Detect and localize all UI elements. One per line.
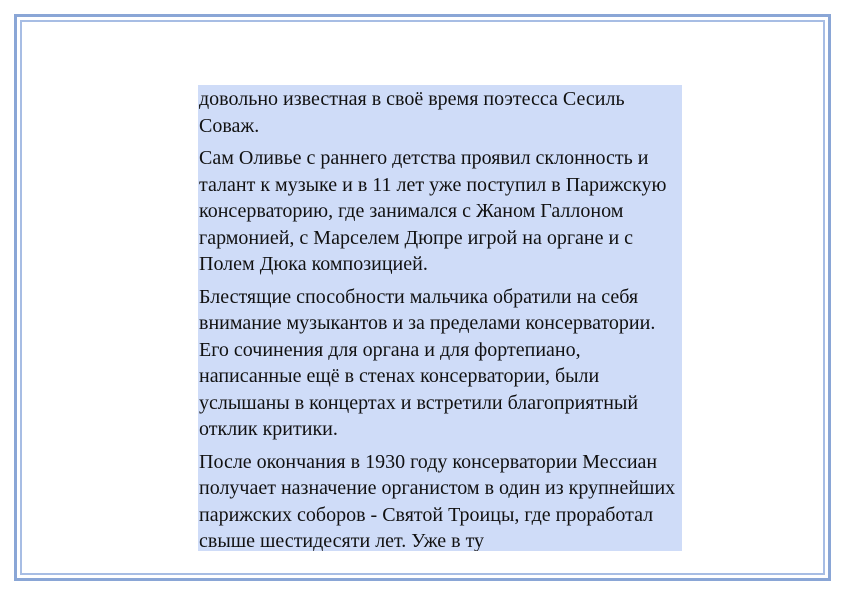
text-block: [198, 85, 682, 551]
paragraph-1: довольно известная в своё время поэтесса Сесиль Соваж.: [199, 88, 625, 137]
paragraph-4: После окончания в 1930 году консерватории Мессиан получает назначение органистом в один из крупнейших парижских соборов - Святой Троицы, где проработал свыше шестидесяти лет. Уже в ту: [199, 450, 676, 551]
paragraph-2: Сам Оливье с раннего детства проявил склонность и талант к музыке и в 11 лет уже поступил в Парижскую консерваторию, где занимался с Жаном Галлоном гармонией, с Марселем Дюпре игрой на органе и с Полем Дюка композицией.: [199, 147, 667, 275]
paragraph-3: Блестящие способности мальчика обратили на себя внимание музыкантов и за пределами консерватории. Его сочинения для органа и для фортепиано, написанные ещё в стенах консерватории, были услышаны в концертах и встретили благоприятный отклик критики.: [199, 285, 656, 440]
